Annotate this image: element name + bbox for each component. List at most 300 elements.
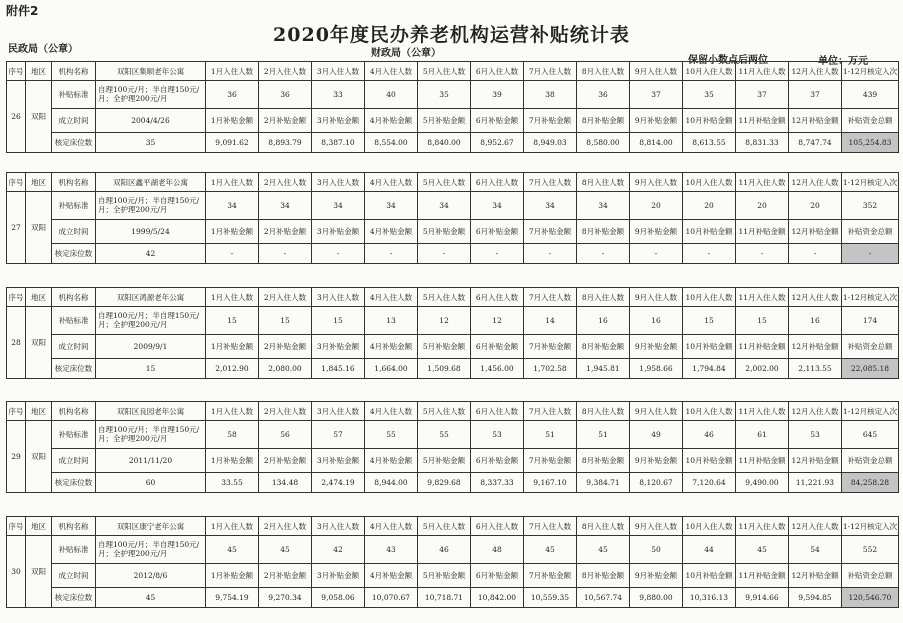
occupancy-value: 43 bbox=[365, 536, 418, 564]
standard-label: 补贴标准 bbox=[52, 536, 96, 564]
occupancy-value: 13 bbox=[365, 307, 418, 335]
org-name-header: 机构名称 bbox=[52, 402, 96, 421]
subsidy-header: 4月补贴金额 bbox=[365, 220, 418, 244]
subsidy-value: 9,754.19 bbox=[206, 588, 259, 608]
table-row bbox=[7, 402, 899, 421]
occupancy-header: 1月入住人数 bbox=[206, 62, 259, 81]
subsidy-header: 3月补贴金额 bbox=[312, 109, 365, 133]
subsidy-value: 8,613.55 bbox=[683, 133, 736, 153]
occupancy-header: 9月入住人数 bbox=[630, 288, 683, 307]
subsidy-header: 5月补贴金额 bbox=[418, 564, 471, 588]
district-header: 地区 bbox=[26, 517, 52, 536]
org-name-header: 机构名称 bbox=[52, 288, 96, 307]
subsidy-header: 7月补贴金额 bbox=[524, 109, 577, 133]
org-name-header: 机构名称 bbox=[52, 173, 96, 192]
founded-label: 成立时间 bbox=[52, 564, 96, 588]
beds-value: 42 bbox=[96, 244, 206, 264]
total-subsidy-value: 22,085.18 bbox=[842, 359, 899, 379]
occupancy-header: 9月入住人数 bbox=[630, 62, 683, 81]
occupancy-header: 10月入住人数 bbox=[683, 173, 736, 192]
table-row bbox=[7, 421, 899, 449]
seq-header: 序号 bbox=[7, 62, 26, 81]
occupancy-value: 53 bbox=[471, 421, 524, 449]
occupancy-header: 3月入住人数 bbox=[312, 402, 365, 421]
occupancy-header: 6月入住人数 bbox=[471, 173, 524, 192]
subsidy-value: 2,113.55 bbox=[789, 359, 842, 379]
subsidy-value: 8,387.10 bbox=[312, 133, 365, 153]
occupancy-header: 10月入住人数 bbox=[683, 402, 736, 421]
occupancy-value: 56 bbox=[259, 421, 312, 449]
occupancy-value: 57 bbox=[312, 421, 365, 449]
district-value: 双阳 bbox=[26, 192, 52, 264]
district-value: 双阳 bbox=[26, 421, 52, 493]
civil-affairs-seal-label: 民政局（公章） bbox=[8, 44, 78, 55]
seq-header: 序号 bbox=[7, 402, 26, 421]
occupancy-value: 48 bbox=[471, 536, 524, 564]
occupancy-header: 9月入住人数 bbox=[630, 402, 683, 421]
subsidy-header: 6月补贴金额 bbox=[471, 335, 524, 359]
subsidy-value: 1,702.58 bbox=[524, 359, 577, 379]
occupancy-header: 6月入住人数 bbox=[471, 62, 524, 81]
occupancy-header: 7月入住人数 bbox=[524, 402, 577, 421]
occupancy-value: 33 bbox=[312, 81, 365, 109]
subsidy-header: 10月补贴金额 bbox=[683, 335, 736, 359]
founded-date: 2011/11/20 bbox=[96, 449, 206, 473]
subsidy-value: 8,580.00 bbox=[577, 133, 630, 153]
occupancy-value: 38 bbox=[524, 81, 577, 109]
org-name-header: 机构名称 bbox=[52, 62, 96, 81]
occupancy-value: 15 bbox=[736, 307, 789, 335]
subsidy-header: 7月补贴金额 bbox=[524, 335, 577, 359]
subsidy-value: 10,842.00 bbox=[471, 588, 524, 608]
beds-label: 核定床位数 bbox=[52, 133, 96, 153]
total-subsidy-header: 补贴资金总额 bbox=[842, 220, 899, 244]
occupancy-header: 8月入住人数 bbox=[577, 62, 630, 81]
occupancy-value: 37 bbox=[736, 81, 789, 109]
total-occupancy-header: 1-12月核定入次 bbox=[842, 62, 899, 81]
subsidy-header: 12月补贴金额 bbox=[789, 564, 842, 588]
table-row bbox=[7, 288, 899, 307]
total-occupancy-header: 1-12月核定入次 bbox=[842, 402, 899, 421]
subsidy-header: 2月补贴金额 bbox=[259, 564, 312, 588]
subsidy-header: 9月补贴金额 bbox=[630, 220, 683, 244]
occupancy-value: 14 bbox=[524, 307, 577, 335]
subsidy-value: 8,944.00 bbox=[365, 473, 418, 493]
beds-label: 核定床位数 bbox=[52, 359, 96, 379]
total-occupancy-value: 352 bbox=[842, 192, 899, 220]
occupancy-value: 53 bbox=[789, 421, 842, 449]
subsidy-value: - bbox=[736, 244, 789, 264]
subsidy-value: - bbox=[259, 244, 312, 264]
table-row bbox=[7, 335, 899, 359]
subsidy-value: 1,794.84 bbox=[683, 359, 736, 379]
occupancy-value: 34 bbox=[312, 192, 365, 220]
subsidy-header: 5月补贴金额 bbox=[418, 449, 471, 473]
table-row bbox=[7, 220, 899, 244]
subsidy-header: 12月补贴金额 bbox=[789, 335, 842, 359]
subsidy-value: - bbox=[789, 244, 842, 264]
founded-date: 2009/9/1 bbox=[96, 335, 206, 359]
org-name-header: 机构名称 bbox=[52, 517, 96, 536]
subsidy-header: 11月补贴金额 bbox=[736, 109, 789, 133]
table-row bbox=[7, 359, 899, 379]
occupancy-value: 36 bbox=[206, 81, 259, 109]
occupancy-value: 35 bbox=[683, 81, 736, 109]
occupancy-header: 6月入住人数 bbox=[471, 402, 524, 421]
subsidy-value: 8,949.03 bbox=[524, 133, 577, 153]
subsidy-header: 6月补贴金额 bbox=[471, 564, 524, 588]
facility-table bbox=[6, 61, 899, 153]
occupancy-header: 4月入住人数 bbox=[365, 288, 418, 307]
table-row bbox=[7, 307, 899, 335]
occupancy-header: 5月入住人数 bbox=[418, 62, 471, 81]
occupancy-header: 9月入住人数 bbox=[630, 517, 683, 536]
occupancy-header: 7月入住人数 bbox=[524, 517, 577, 536]
subsidy-value: 9,384.71 bbox=[577, 473, 630, 493]
occupancy-header: 12月入住人数 bbox=[789, 402, 842, 421]
occupancy-value: 15 bbox=[683, 307, 736, 335]
subsidy-value: - bbox=[418, 244, 471, 264]
subsidy-header: 4月补贴金额 bbox=[365, 109, 418, 133]
occupancy-value: 36 bbox=[259, 81, 312, 109]
subsidy-value: 1,456.00 bbox=[471, 359, 524, 379]
seq-value: 30 bbox=[7, 536, 26, 608]
subsidy-header: 5月补贴金额 bbox=[418, 220, 471, 244]
subsidy-header: 4月补贴金额 bbox=[365, 564, 418, 588]
subsidy-header: 4月补贴金额 bbox=[365, 449, 418, 473]
occupancy-value: 55 bbox=[365, 421, 418, 449]
subsidy-header: 11月补贴金额 bbox=[736, 220, 789, 244]
beds-label: 核定床位数 bbox=[52, 244, 96, 264]
subsidy-header: 5月补贴金额 bbox=[418, 335, 471, 359]
subsidy-value: - bbox=[630, 244, 683, 264]
subsidy-value: 9,091.62 bbox=[206, 133, 259, 153]
occupancy-header: 4月入住人数 bbox=[365, 517, 418, 536]
occupancy-value: 54 bbox=[789, 536, 842, 564]
subsidy-value: 9,167.10 bbox=[524, 473, 577, 493]
subsidy-header: 5月补贴金额 bbox=[418, 109, 471, 133]
occupancy-header: 10月入住人数 bbox=[683, 62, 736, 81]
seq-value: 29 bbox=[7, 421, 26, 493]
occupancy-value: 46 bbox=[418, 536, 471, 564]
occupancy-value: 16 bbox=[789, 307, 842, 335]
subsidy-value: 10,316.13 bbox=[683, 588, 736, 608]
subsidy-header: 10月补贴金额 bbox=[683, 220, 736, 244]
table-row bbox=[7, 109, 899, 133]
seq-value: 26 bbox=[7, 81, 26, 153]
occupancy-value: 39 bbox=[471, 81, 524, 109]
occupancy-value: 20 bbox=[683, 192, 736, 220]
subsidy-value: 8,893.79 bbox=[259, 133, 312, 153]
subsidy-header: 10月补贴金额 bbox=[683, 564, 736, 588]
occupancy-value: 61 bbox=[736, 421, 789, 449]
subsidy-value: 7,120.64 bbox=[683, 473, 736, 493]
subsidy-header: 2月补贴金额 bbox=[259, 220, 312, 244]
occupancy-header: 9月入住人数 bbox=[630, 173, 683, 192]
occupancy-value: 12 bbox=[418, 307, 471, 335]
subsidy-value: 10,070.67 bbox=[365, 588, 418, 608]
beds-label: 核定床位数 bbox=[52, 588, 96, 608]
occupancy-value: 20 bbox=[789, 192, 842, 220]
subsidy-header: 12月补贴金额 bbox=[789, 220, 842, 244]
occupancy-header: 10月入住人数 bbox=[683, 517, 736, 536]
subsidy-header: 7月补贴金额 bbox=[524, 564, 577, 588]
occupancy-header: 1月入住人数 bbox=[206, 402, 259, 421]
subsidy-header: 1月补贴金额 bbox=[206, 564, 259, 588]
occupancy-value: 34 bbox=[206, 192, 259, 220]
occupancy-header: 5月入住人数 bbox=[418, 517, 471, 536]
standard-label: 补贴标准 bbox=[52, 192, 96, 220]
total-occupancy-value: 645 bbox=[842, 421, 899, 449]
subsidy-header: 9月补贴金额 bbox=[630, 335, 683, 359]
occupancy-value: 42 bbox=[312, 536, 365, 564]
table-row bbox=[7, 192, 899, 220]
seq-header: 序号 bbox=[7, 173, 26, 192]
subsidy-value: 9,058.06 bbox=[312, 588, 365, 608]
subsidy-header: 1月补贴金额 bbox=[206, 335, 259, 359]
seq-value: 28 bbox=[7, 307, 26, 379]
subsidy-value: 8,840.00 bbox=[418, 133, 471, 153]
beds-value: 15 bbox=[96, 359, 206, 379]
seq-value: 27 bbox=[7, 192, 26, 264]
subsidy-header: 3月补贴金额 bbox=[312, 335, 365, 359]
total-occupancy-header: 1-12月核定入次 bbox=[842, 517, 899, 536]
occupancy-value: 34 bbox=[524, 192, 577, 220]
facility-table bbox=[6, 516, 899, 608]
subsidy-value: 2,002.00 bbox=[736, 359, 789, 379]
occupancy-value: 15 bbox=[312, 307, 365, 335]
occupancy-header: 11月入住人数 bbox=[736, 288, 789, 307]
occupancy-value: 34 bbox=[418, 192, 471, 220]
subsidy-header: 2月补贴金额 bbox=[259, 335, 312, 359]
occupancy-header: 4月入住人数 bbox=[365, 62, 418, 81]
subsidy-value: 10,559.35 bbox=[524, 588, 577, 608]
subsidy-value: 9,829.68 bbox=[418, 473, 471, 493]
occupancy-header: 11月入住人数 bbox=[736, 173, 789, 192]
subsidy-value: 2,474.19 bbox=[312, 473, 365, 493]
occupancy-value: 45 bbox=[577, 536, 630, 564]
total-occupancy-value: 439 bbox=[842, 81, 899, 109]
subsidy-value: 8,554.00 bbox=[365, 133, 418, 153]
occupancy-value: 45 bbox=[259, 536, 312, 564]
standard-label: 补贴标准 bbox=[52, 81, 96, 109]
subsidy-header: 11月补贴金额 bbox=[736, 449, 789, 473]
occupancy-header: 2月入住人数 bbox=[259, 62, 312, 81]
subsidy-value: 1,958.66 bbox=[630, 359, 683, 379]
occupancy-header: 7月入住人数 bbox=[524, 288, 577, 307]
subsidy-header: 8月补贴金额 bbox=[577, 335, 630, 359]
subsidy-value: 9,490.00 bbox=[736, 473, 789, 493]
beds-value: 35 bbox=[96, 133, 206, 153]
district-value: 双阳 bbox=[26, 307, 52, 379]
total-occupancy-value: 174 bbox=[842, 307, 899, 335]
subsidy-value: 9,270.34 bbox=[259, 588, 312, 608]
occupancy-header: 3月入住人数 bbox=[312, 173, 365, 192]
subsidy-standard: 自理100元/月；半自理150元/月；全护理200元/月 bbox=[96, 421, 206, 449]
facility-table bbox=[6, 172, 899, 264]
subsidy-header: 6月补贴金额 bbox=[471, 449, 524, 473]
subsidy-header: 10月补贴金额 bbox=[683, 449, 736, 473]
occupancy-value: 51 bbox=[577, 421, 630, 449]
subsidy-header: 12月补贴金额 bbox=[789, 109, 842, 133]
subsidy-standard: 自理100元/月；半自理150元/月；全护理200元/月 bbox=[96, 307, 206, 335]
occupancy-header: 7月入住人数 bbox=[524, 173, 577, 192]
standard-label: 补贴标准 bbox=[52, 421, 96, 449]
occupancy-value: 35 bbox=[418, 81, 471, 109]
occupancy-value: 16 bbox=[630, 307, 683, 335]
subsidy-header: 1月补贴金额 bbox=[206, 220, 259, 244]
district-header: 地区 bbox=[26, 62, 52, 81]
occupancy-header: 2月入住人数 bbox=[259, 173, 312, 192]
district-header: 地区 bbox=[26, 173, 52, 192]
occupancy-value: 34 bbox=[259, 192, 312, 220]
facility-name: 双阳区鑫平湖老年公寓 bbox=[96, 173, 206, 192]
subsidy-header: 2月补贴金额 bbox=[259, 109, 312, 133]
district-value: 双阳 bbox=[26, 536, 52, 608]
occupancy-value: 34 bbox=[577, 192, 630, 220]
founded-label: 成立时间 bbox=[52, 109, 96, 133]
subsidy-header: 7月补贴金额 bbox=[524, 220, 577, 244]
occupancy-header: 11月入住人数 bbox=[736, 402, 789, 421]
occupancy-header: 1月入住人数 bbox=[206, 288, 259, 307]
occupancy-header: 8月入住人数 bbox=[577, 288, 630, 307]
subsidy-header: 3月补贴金额 bbox=[312, 564, 365, 588]
total-subsidy-header: 补贴资金总额 bbox=[842, 109, 899, 133]
founded-date: 2012/8/6 bbox=[96, 564, 206, 588]
seq-header: 序号 bbox=[7, 517, 26, 536]
subsidy-header: 8月补贴金额 bbox=[577, 564, 630, 588]
founded-label: 成立时间 bbox=[52, 335, 96, 359]
founded-label: 成立时间 bbox=[52, 220, 96, 244]
subsidy-value: 10,567.74 bbox=[577, 588, 630, 608]
occupancy-header: 12月入住人数 bbox=[789, 517, 842, 536]
occupancy-header: 2月入住人数 bbox=[259, 402, 312, 421]
table-row bbox=[7, 244, 899, 264]
occupancy-value: 51 bbox=[524, 421, 577, 449]
table-row bbox=[7, 564, 899, 588]
occupancy-header: 2月入住人数 bbox=[259, 517, 312, 536]
subsidy-value: 11,221.93 bbox=[789, 473, 842, 493]
occupancy-value: 49 bbox=[630, 421, 683, 449]
subsidy-header: 8月补贴金额 bbox=[577, 109, 630, 133]
seq-header: 序号 bbox=[7, 288, 26, 307]
occupancy-value: 45 bbox=[736, 536, 789, 564]
occupancy-value: 45 bbox=[524, 536, 577, 564]
occupancy-header: 5月入住人数 bbox=[418, 173, 471, 192]
subsidy-value: - bbox=[206, 244, 259, 264]
subsidy-value: 8,814.00 bbox=[630, 133, 683, 153]
founded-date: 1999/5/24 bbox=[96, 220, 206, 244]
subsidy-header: 7月补贴金额 bbox=[524, 449, 577, 473]
subsidy-value: 134.48 bbox=[259, 473, 312, 493]
occupancy-header: 3月入住人数 bbox=[312, 288, 365, 307]
table-row bbox=[7, 62, 899, 81]
facility-name: 双阳区良园老年公寓 bbox=[96, 402, 206, 421]
table-row bbox=[7, 536, 899, 564]
total-subsidy-header: 补贴资金总额 bbox=[842, 564, 899, 588]
district-header: 地区 bbox=[26, 402, 52, 421]
occupancy-value: 34 bbox=[365, 192, 418, 220]
subsidy-header: 8月补贴金额 bbox=[577, 220, 630, 244]
occupancy-value: 55 bbox=[418, 421, 471, 449]
total-occupancy-header: 1-12月核定入次 bbox=[842, 288, 899, 307]
subsidy-header: 3月补贴金额 bbox=[312, 220, 365, 244]
attachment-label: 附件2 bbox=[6, 4, 39, 18]
occupancy-header: 12月入住人数 bbox=[789, 62, 842, 81]
subsidy-value: 9,594.85 bbox=[789, 588, 842, 608]
beds-value: 60 bbox=[96, 473, 206, 493]
occupancy-header: 2月入住人数 bbox=[259, 288, 312, 307]
subsidy-standard: 自理100元/月；半自理150元/月；全护理200元/月 bbox=[96, 536, 206, 564]
occupancy-header: 12月入住人数 bbox=[789, 288, 842, 307]
occupancy-header: 7月入住人数 bbox=[524, 62, 577, 81]
occupancy-header: 6月入住人数 bbox=[471, 288, 524, 307]
subsidy-value: 1,509.68 bbox=[418, 359, 471, 379]
subsidy-header: 10月补贴金额 bbox=[683, 109, 736, 133]
table-row bbox=[7, 449, 899, 473]
subsidy-value: - bbox=[524, 244, 577, 264]
occupancy-header: 8月入住人数 bbox=[577, 402, 630, 421]
subsidy-value: 9,880.00 bbox=[630, 588, 683, 608]
total-subsidy-header: 补贴资金总额 bbox=[842, 449, 899, 473]
table-row bbox=[7, 588, 899, 608]
occupancy-header: 5月入住人数 bbox=[418, 288, 471, 307]
occupancy-header: 8月入住人数 bbox=[577, 173, 630, 192]
occupancy-header: 4月入住人数 bbox=[365, 402, 418, 421]
total-subsidy-value: 120,546.70 bbox=[842, 588, 899, 608]
occupancy-value: 37 bbox=[789, 81, 842, 109]
occupancy-value: 44 bbox=[683, 536, 736, 564]
subsidy-header: 4月补贴金额 bbox=[365, 335, 418, 359]
subsidy-header: 2月补贴金额 bbox=[259, 449, 312, 473]
subsidy-header: 11月补贴金额 bbox=[736, 564, 789, 588]
occupancy-value: 46 bbox=[683, 421, 736, 449]
subsidy-value: 8,120.67 bbox=[630, 473, 683, 493]
precision-note: 保留小数点后两位 bbox=[688, 55, 768, 66]
facility-name: 双阳区康宁老年公寓 bbox=[96, 517, 206, 536]
table-row bbox=[7, 517, 899, 536]
subsidy-value: - bbox=[471, 244, 524, 264]
occupancy-value: 20 bbox=[736, 192, 789, 220]
subsidy-value: 1,945.81 bbox=[577, 359, 630, 379]
subsidy-value: 8,337.33 bbox=[471, 473, 524, 493]
occupancy-value: 37 bbox=[630, 81, 683, 109]
table-row bbox=[7, 473, 899, 493]
facility-table bbox=[6, 287, 899, 379]
subsidy-value: 33.55 bbox=[206, 473, 259, 493]
subsidy-header: 8月补贴金额 bbox=[577, 449, 630, 473]
occupancy-header: 11月入住人数 bbox=[736, 62, 789, 81]
founded-label: 成立时间 bbox=[52, 449, 96, 473]
subsidy-standard: 自理100元/月；半自理150元/月；全护理200元/月 bbox=[96, 192, 206, 220]
subsidy-standard: 自理100元/月；半自理150元/月；全护理200元/月 bbox=[96, 81, 206, 109]
subsidy-header: 1月补贴金额 bbox=[206, 109, 259, 133]
table-row bbox=[7, 81, 899, 109]
subsidy-value: 2,080.00 bbox=[259, 359, 312, 379]
total-subsidy-value: 84,258.28 bbox=[842, 473, 899, 493]
occupancy-header: 11月入住人数 bbox=[736, 517, 789, 536]
occupancy-header: 3月入住人数 bbox=[312, 517, 365, 536]
subsidy-value: 8,747.74 bbox=[789, 133, 842, 153]
occupancy-value: 15 bbox=[206, 307, 259, 335]
facility-name: 双阳区集顺老年公寓 bbox=[96, 62, 206, 81]
subsidy-header: 12月补贴金额 bbox=[789, 449, 842, 473]
standard-label: 补贴标准 bbox=[52, 307, 96, 335]
total-subsidy-value: 105,254.83 bbox=[842, 133, 899, 153]
beds-label: 核定床位数 bbox=[52, 473, 96, 493]
subsidy-header: 9月补贴金额 bbox=[630, 109, 683, 133]
subsidy-header: 11月补贴金额 bbox=[736, 335, 789, 359]
